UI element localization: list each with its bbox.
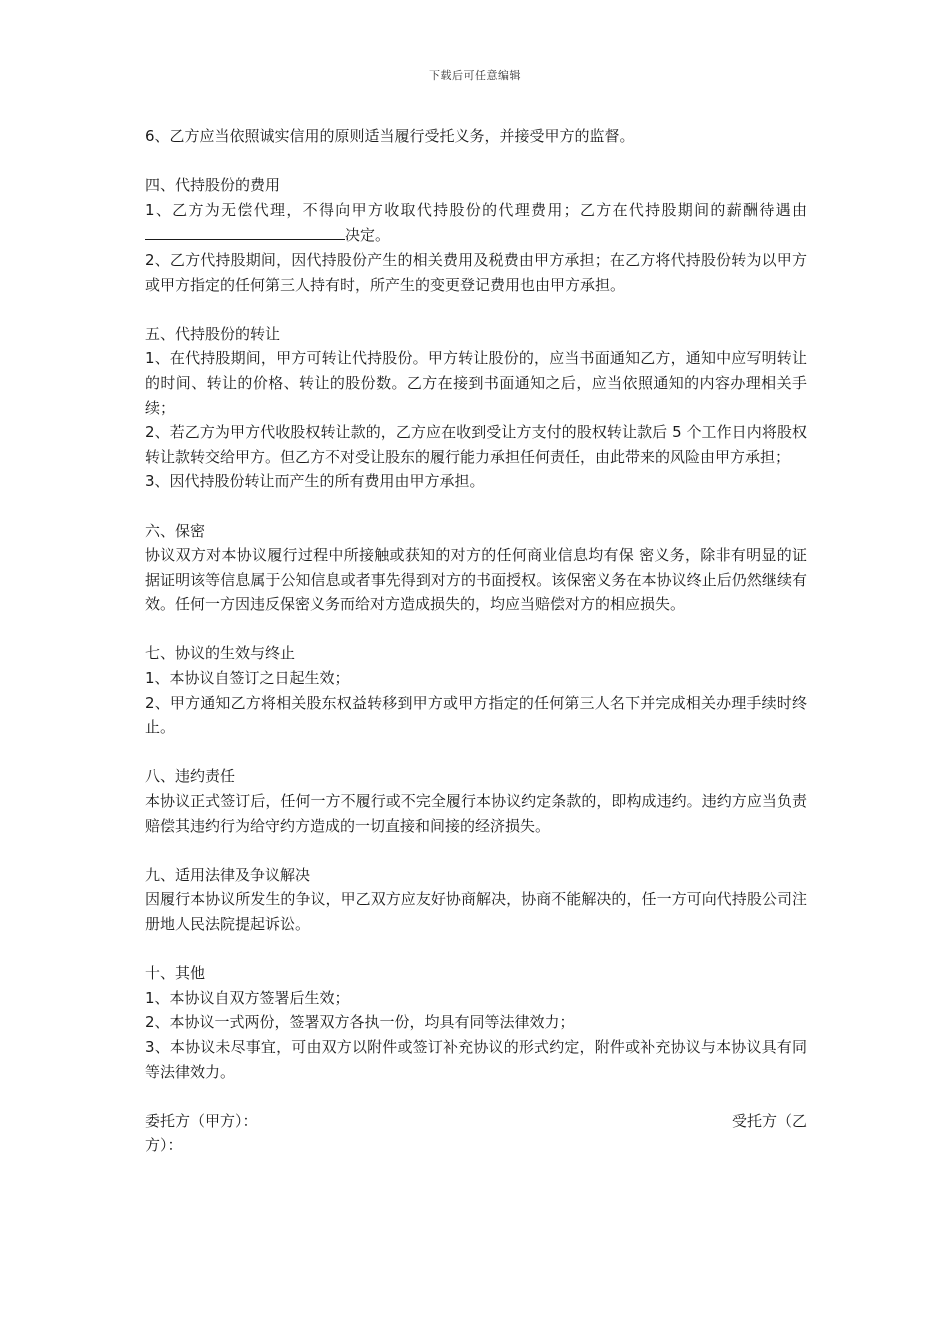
section-7-item-2: 2、甲方通知乙方将相关股东权益转移到甲方或甲方指定的任何第三人名下并完成相关办理手续时终止。 [145, 693, 807, 737]
party-b-signature-label-cont: 方）： [145, 1136, 183, 1155]
spacer [145, 617, 807, 642]
section-7-item-1: 1、本协议自签订之日起生效； [145, 669, 350, 688]
party-b-signature-label: 受托方（乙 [731, 1111, 807, 1130]
section-4-item-1 [145, 198, 807, 248]
section-4-item-2: 2、乙方代持股期间，因代持股份产生的相关费用及税费由甲方承担；在乙方将代持股份转为以甲方或甲方指定的任何第三人持有时，所产生的变更登记费用也由甲方承担。 [145, 250, 807, 294]
section-5-title: 五、代持股份的转让 [145, 324, 281, 343]
section-10-item-3: 3、本协议未尽事宜，可由双方以附件或签订补充协议的形式约定，附件或补充协议与本协议具有同等法律效力。 [145, 1037, 807, 1081]
section-4-title: 四、代持股份的费用 [145, 176, 281, 195]
section-10-title: 十、其他 [145, 964, 206, 983]
spacer [145, 838, 807, 863]
section-6-paragraph: 协议双方对本协议履行过程中所接触或获知的对方的任何商业信息均有保 密义务，除非有明显的证据证明该等信息属于公知信息或者事先得到对方的书面授权。该保密义务在本协议终止后仍然继续有效。任何一方因违反保密义务而给对方造成损失的，均应当赔偿对方的相应损失。 [145, 546, 807, 614]
spacer [145, 149, 807, 174]
section-7-title: 七、协议的生效与终止 [145, 644, 296, 663]
spacer [145, 297, 807, 322]
section-5-item-2: 2、若乙方为甲方代收股权转让款的，乙方应在收到受让方支付的股权转让款后 5 个工作日内将股权转让款转交给甲方。但乙方不对受让股东的履行能力承担任何责任，由此带来的风险由甲方承担； [145, 423, 807, 466]
section-4-item-1-text: 1、乙方为无偿代理，不得向甲方收取代持股份的代理费用；乙方在代持股期间的薪酬待遇由 [145, 200, 807, 219]
section-9-paragraph: 因履行本协议所发生的争议，甲乙双方应友好协商解决，协商不能解决的，任一方可向代持股公司注册地人民法院提起诉讼。 [145, 890, 807, 933]
section-8-paragraph: 本协议正式签订后，任何一方不履行或不完全履行本协议约定条款的，即构成违约。违约方应当负责赔偿其违约行为给守约方造成的一切直接和间接的经济损失。 [145, 792, 807, 835]
document-body [145, 124, 807, 1158]
page-header: 下载后可任意编辑 [429, 69, 521, 82]
blank-line [145, 222, 345, 240]
section-5-item-1: 1、在代持股期间，甲方可转让代持股份。甲方转让股份的，应当书面通知乙方，通知中应写明转让的时间、转让的价格、转让的股份数。乙方在接到书面通知之后，应当依照通知的内容办理相关手续； [145, 349, 807, 417]
section-5-item-3: 3、因代持股份转让而产生的所有费用由甲方承担。 [145, 472, 485, 491]
spacer [145, 740, 807, 765]
section-10-item-2: 2、本协议一式两份，签署双方各执一份，均具有同等法律效力； [145, 1013, 575, 1032]
signature-row [145, 1109, 807, 1134]
spacer [145, 937, 807, 962]
section-9-title: 九、适用法律及争议解决 [145, 865, 311, 884]
item-6: 6、乙方应当依照诚实信用的原则适当履行受托义务，并接受甲方的监督。 [145, 127, 635, 145]
party-a-signature-label: 委托方（甲方）： [145, 1111, 258, 1130]
section-8-title: 八、违约责任 [145, 767, 236, 786]
spacer [145, 1084, 807, 1109]
section-6-title: 六、保密 [145, 521, 206, 540]
spacer [145, 494, 807, 519]
section-10-item-1: 1、本协议自双方签署后生效； [145, 988, 350, 1007]
section-4-item-1-suffix: 决定。 [345, 226, 391, 245]
